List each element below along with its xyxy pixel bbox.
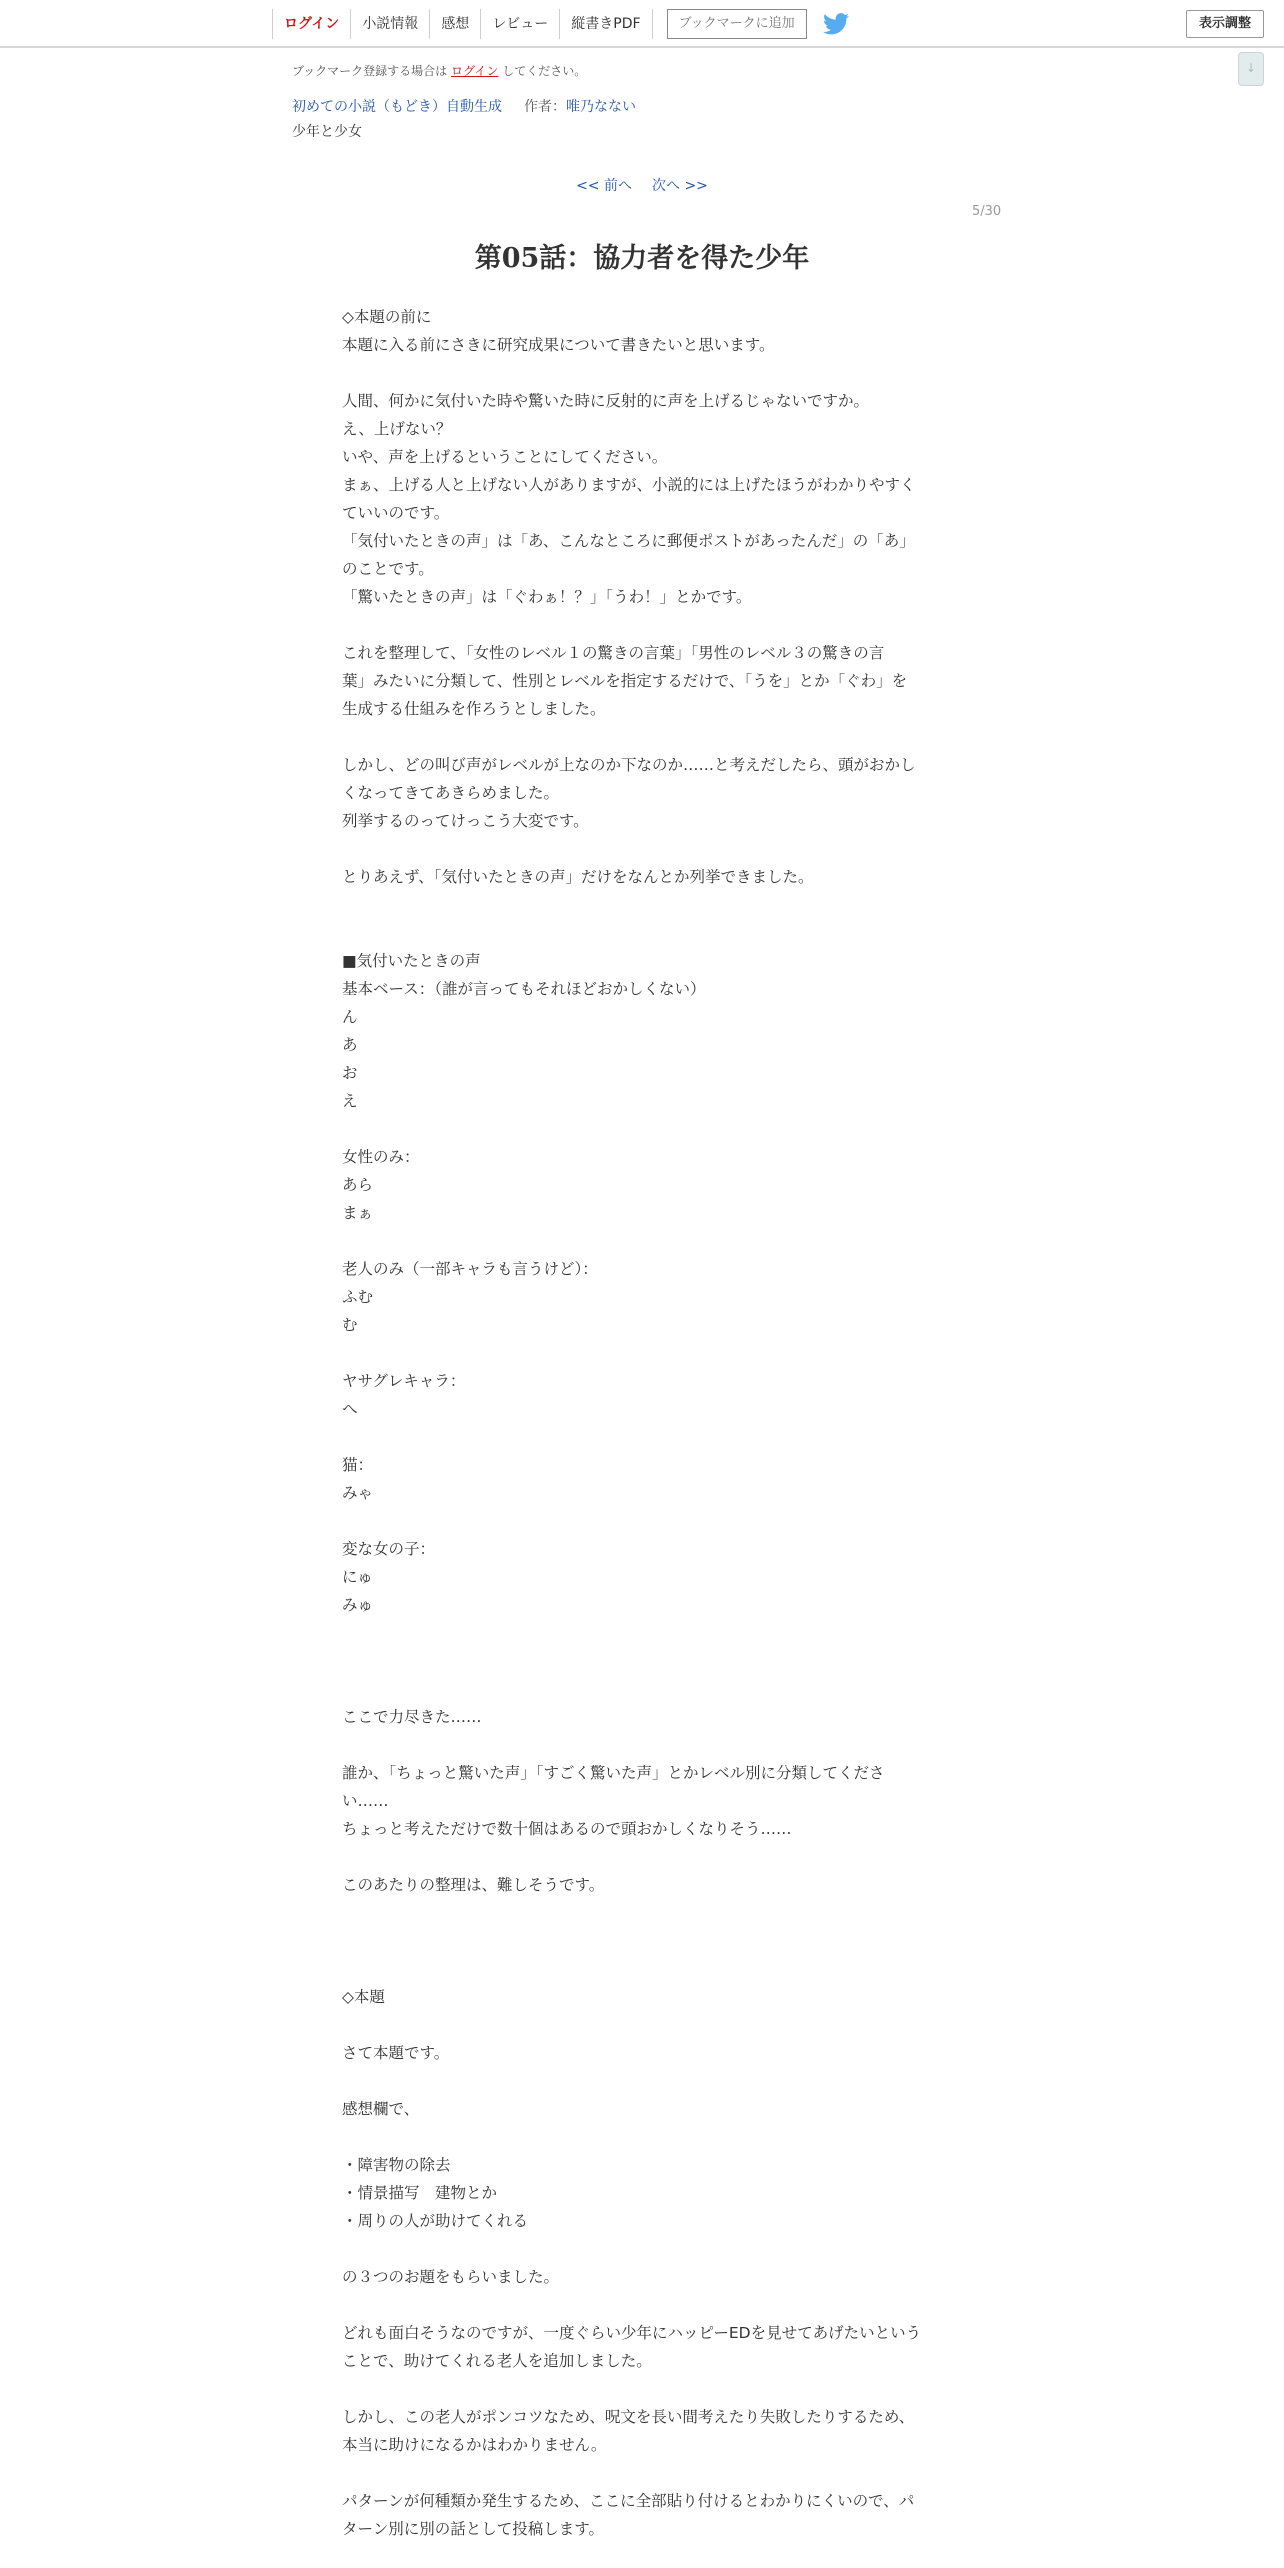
body-line [342,891,942,919]
body-line: 本当に助けになるかはわかりません。 [342,2436,607,2454]
login-link[interactable]: ログイン [272,9,350,39]
main-nav [272,8,849,40]
body-line: みゅ [342,1596,374,1614]
body-line: これを整理して、「女性のレベル１の驚きの言葉」「男性のレベル３の驚きの言 [342,644,885,662]
page-number: 5/30 [972,204,1002,219]
scroll-down-icon[interactable]: ↓ [1238,52,1264,86]
body-line: ていいのです。 [342,504,450,522]
body-line [342,1115,942,1143]
author-name-link[interactable]: 唯乃なない [566,99,636,115]
body-line [342,1927,942,1955]
body-line: 女性のみ： [342,1148,420,1166]
body-line: ん [342,1008,358,1026]
body-line: 「驚いたときの声」は「ぐわぁ！？」「うわ！」とかです。 [342,588,752,606]
body-line [342,2123,942,2151]
body-line [342,2235,942,2263]
body-line [342,723,942,751]
body-line [342,1619,942,1647]
episode-title: 第05話：協力者を得た少年 [474,243,810,274]
body-line: ちょっと考えただけで数十個はあるので頭おかしくなりそう…… [342,1820,792,1838]
notice-login-link[interactable]: ログイン [450,64,499,78]
body-line: ターン別に別の話として投稿します。 [342,2520,604,2538]
body-line: にゅ [342,1568,373,1586]
impressions-link[interactable]: 感想 [429,9,480,39]
body-line: くなってきてあきらめました。 [342,784,560,802]
body-line: い…… [342,1792,389,1810]
body-line: 本題に入る前にさきに研究成果について書きたいと思います。 [342,336,775,354]
novel-header [292,96,636,116]
body-line [342,1227,942,1255]
body-line: ことで、助けてくれる老人を追加しました。 [342,2352,652,2370]
body-line: まぁ [342,1204,374,1222]
body-line: このあたりの整理は、難しそうです。 [342,1876,605,1894]
body-line: 生成する仕組みを作ろうとしました。 [342,700,606,718]
notice-text-before: ブックマーク登録する場合は [292,64,451,78]
notice-text-after: してください。 [498,64,587,78]
body-line [342,1339,942,1367]
author-label: 作者： [524,99,566,115]
bookmark-login-notice [292,62,586,79]
body-line: 変な女の子： [342,1540,436,1558]
body-line: どれも面白そうなのですが、一度ぐらい少年にハッピーEDを見せてあげたいという [342,2324,922,2342]
body-line: しかし、この老人がポンコツなため、呪文を長い間考えたり失敗したりするため、 [342,2408,915,2426]
body-line [342,2291,942,2319]
body-line [342,2067,942,2095]
body-line: ・情景描写 建物とか [342,2184,498,2202]
prev-episode-link[interactable]: << 前へ [576,178,632,194]
body-line: しかし、どの叫び声がレベルが上なのか下なのか……と考えだしたら、頭がおかし [342,756,916,774]
novel-info-link[interactable]: 小説情報 [350,9,429,39]
body-line: いや、声を上げるということにしてください。 [342,448,668,466]
body-line [342,1647,942,1675]
body-line: とりあえず、「気付いたときの声」だけをなんとか列挙できました。 [342,868,814,886]
display-settings-button[interactable]: 表示調整 [1186,10,1264,38]
body-line: ヤサグレキャラ： [342,1372,466,1390]
body-line [342,1507,942,1535]
series-title-link[interactable]: 初めての小説（もどき）自動生成 [292,99,502,115]
body-line [342,919,942,947]
body-line: 誰か、「ちょっと驚いた声」「すごく驚いた声」とかレベル別に分類してくださ [342,1764,885,1782]
episode-pager [0,175,1284,195]
body-line: 列挙するのってけっこう大変です。 [342,812,589,830]
novel-body-text [342,303,942,2543]
body-line [342,1843,942,1871]
body-line: の３つのお題をもらいました。 [342,2268,560,2286]
body-line: みゃ [342,1484,374,1502]
body-line: 感想欄で、 [342,2100,420,2118]
body-line: のことです。 [342,560,434,578]
body-line: ■気付いたときの声 [342,952,481,970]
vertical-pdf-link[interactable]: 縦書きPDF [559,9,652,39]
twitter-icon[interactable] [823,13,849,35]
body-line: 猫： [342,1456,374,1474]
body-line [342,2459,942,2487]
body-line [342,359,942,387]
body-line [342,1423,942,1451]
body-line: 「気付いたときの声」は「あ、こんなところに郵便ポストがあったんだ」の「あ」 [342,532,915,550]
chapter-subtitle: 少年と少女 [292,124,362,140]
add-bookmark-button[interactable]: ブックマークに追加 [667,9,807,39]
body-line: 人間、何かに気付いた時や驚いた時に反射的に声を上げるじゃないですか。 [342,392,870,410]
body-line [342,1731,942,1759]
body-line: ふむ [342,1288,374,1306]
body-line [342,1955,942,1983]
body-line: お [342,1064,358,1082]
body-line: ・周りの人が助けてくれる [342,2212,529,2230]
body-line: ・障害物の除去 [342,2156,451,2174]
body-line [342,2375,942,2403]
body-line: 葉」みたいに分類して、性別とレベルを指定するだけで、「うを」とか「ぐわ」を [342,672,908,690]
body-line [342,611,942,639]
body-line: あら [342,1176,374,1194]
body-line: え、上げない？ [342,420,452,438]
body-line: へ [342,1400,358,1418]
body-line: 基本ベース：（誰が言ってもそれほどおかしくない） [342,980,706,998]
body-line: あ [342,1036,358,1054]
body-line: ここで力尽きた…… [342,1708,482,1726]
next-episode-link[interactable]: 次へ >> [652,178,708,194]
body-line: パターンが何種類か発生するため、ここに全部貼り付けるとわかりにくいので、パ [342,2492,915,2510]
body-line: まぁ、上げる人と上げない人がありますが、小説的には上げたほうがわかりやすく [342,476,916,494]
body-line: ◇本題の前に [342,308,432,326]
body-line [342,835,942,863]
body-line: え [342,1092,358,1110]
body-line: 老人のみ（一部キャラも言うけど）： [342,1260,598,1278]
body-line [342,2011,942,2039]
review-link[interactable]: レビュー [480,9,559,39]
body-line: ◇本題 [342,1988,385,2006]
body-line [342,1899,942,1927]
body-line: む [342,1316,358,1334]
body-line [342,1675,942,1703]
top-navigation-bar [0,0,1284,48]
body-line: さて本題です。 [342,2044,450,2062]
